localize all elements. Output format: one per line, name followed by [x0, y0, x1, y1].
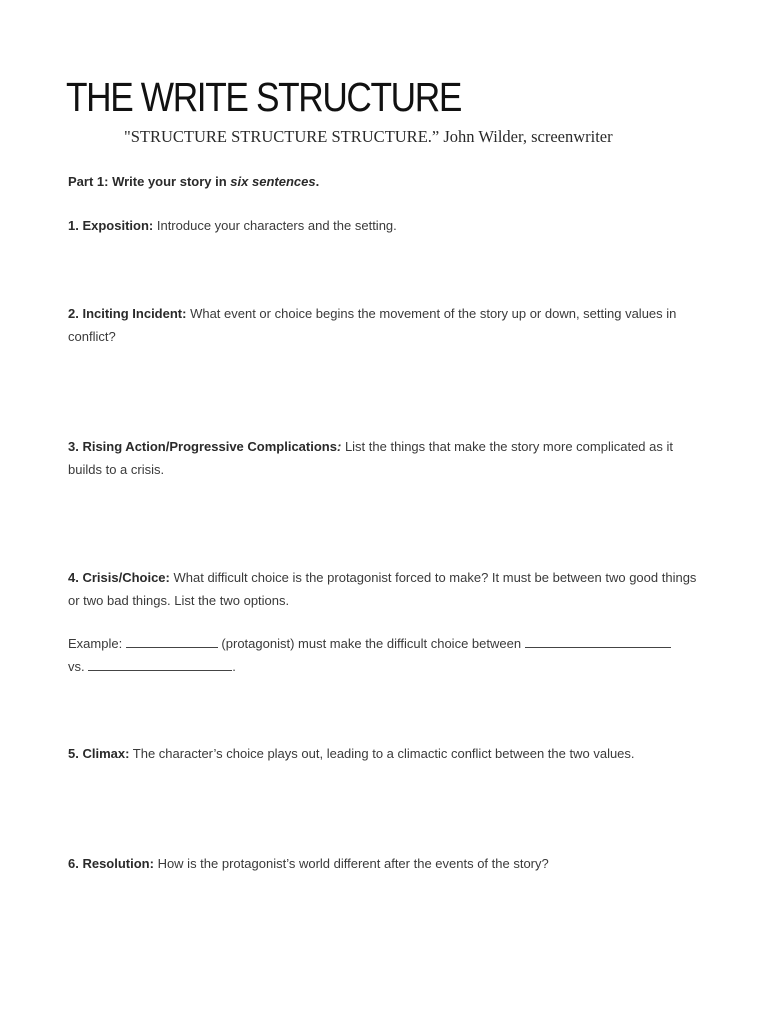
prompt-text: List the things that make the story more complicated as it builds to a crisis. [68, 439, 673, 477]
prompt-text: Introduce your characters and the setting. [153, 218, 397, 233]
part-1-prefix: Part 1: Write your story in [68, 174, 231, 189]
prompt-label-colon: : [336, 439, 342, 454]
choice-a-blank[interactable] [525, 634, 671, 648]
prompt-crisis-choice [68, 566, 700, 612]
prompt-text: What difficult choice is the protagonist forced to make? It must be between two good things or two bad things. List the two options. [68, 570, 697, 608]
prompt-climax [68, 742, 700, 765]
prompt-text: The character’s choice plays out, leading to a climactic conflict between the two values. [129, 746, 635, 761]
part-1-heading [68, 174, 319, 189]
prompt-label [68, 439, 341, 454]
prompt-rising-action [68, 435, 700, 481]
example-end: . [232, 659, 236, 674]
prompt-label: 5. Climax: [68, 746, 130, 761]
prompt-label: 6. Resolution: [68, 856, 154, 871]
part-1-suffix: . [315, 174, 320, 189]
prompt-text: What event or choice begins the movement of the story up or down, setting values in conflict? [68, 306, 677, 344]
part-1-emphasis: six sentences [230, 174, 316, 189]
example-vs: vs. [68, 659, 89, 674]
page-title: THE WRITE STRUCTURE [66, 74, 462, 120]
example-mid: (protagonist) must make the difficult choice between [217, 636, 525, 651]
prompt-text: How is the protagonist’s world different after the events of the story? [153, 856, 549, 871]
protagonist-blank[interactable] [126, 634, 218, 648]
epigraph-quote: "STRUCTURE STRUCTURE STRUCTURE.” John Wilder, screenwriter [124, 127, 613, 146]
example-line [68, 632, 700, 678]
prompt-label: 4. Crisis/Choice: [68, 570, 170, 585]
prompt-label: 2. Inciting Incident: [68, 306, 187, 321]
prompt-label: 1. Exposition: [68, 218, 154, 233]
prompt-resolution [68, 852, 700, 875]
example-lead: Example: [68, 636, 126, 651]
prompt-label-main: 3. Rising Action/Progressive Complications [68, 439, 337, 454]
prompt-exposition [68, 214, 700, 237]
prompt-inciting-incident [68, 302, 700, 348]
choice-b-blank[interactable] [88, 657, 232, 671]
